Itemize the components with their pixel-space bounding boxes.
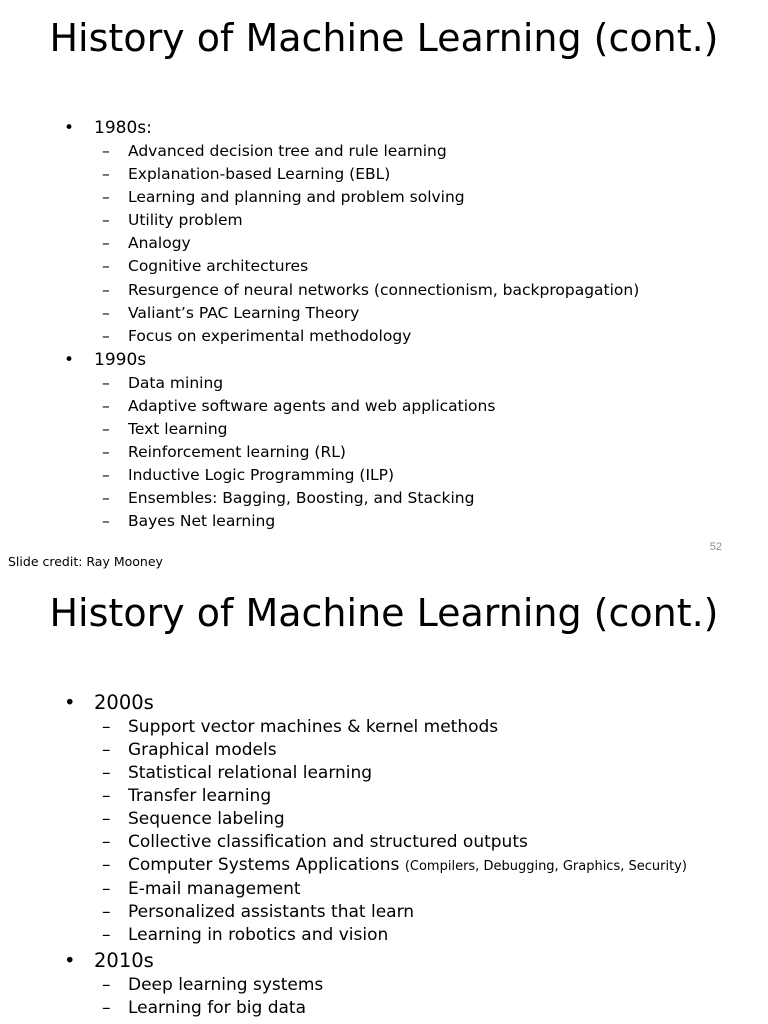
- dash-icon: –: [102, 165, 110, 184]
- list-item: [64, 974, 748, 997]
- dash-icon: –: [102, 902, 111, 922]
- bullet-icon: •: [64, 691, 76, 714]
- bullet-icon: •: [64, 349, 75, 370]
- dash-icon: –: [102, 832, 111, 852]
- list-item: [64, 854, 748, 878]
- list-item-text: Deep learning systems: [128, 975, 324, 995]
- list-item: [64, 186, 748, 209]
- list-item-text: Graphical models: [128, 740, 277, 760]
- topic-list: [64, 689, 748, 1020]
- dash-icon: –: [102, 211, 110, 230]
- list-item: [64, 901, 748, 924]
- sub-item-list: [94, 974, 748, 1020]
- list-item-text: Explanation-based Learning (EBL): [128, 165, 391, 184]
- list-item: [64, 255, 748, 278]
- topic-label: 1980s:: [94, 118, 152, 138]
- dash-icon: –: [102, 396, 110, 415]
- list-item-text: Inductive Logic Programming (ILP): [128, 466, 395, 485]
- list-item-text: Cognitive architectures: [128, 257, 309, 276]
- list-item-text: Support vector machines & kernel methods: [128, 717, 499, 737]
- dash-icon: –: [102, 142, 110, 160]
- list-item-text: Personalized assistants that learn: [128, 902, 415, 922]
- list-item: [64, 487, 748, 510]
- list-item-text: Bayes Net learning: [128, 512, 276, 531]
- dash-icon: –: [102, 466, 110, 485]
- list-item: [64, 140, 748, 163]
- list-item-text: Analogy: [128, 234, 191, 253]
- slide-content: [64, 689, 748, 1020]
- list-item-text: Ensembles: Bagging, Boosting, and Stacking: [128, 489, 475, 508]
- dash-icon: –: [102, 809, 111, 829]
- slide-title: History of Machine Learning (cont.): [49, 591, 719, 635]
- list-item-text: Resurgence of neural networks (connectionism, backpropagation): [128, 280, 640, 299]
- dash-icon: –: [102, 234, 110, 253]
- topic-label: 2000s: [94, 691, 154, 714]
- list-item: [64, 163, 748, 186]
- list-item-text: Reinforcement learning (RL): [128, 443, 346, 462]
- topic-label: 1990s: [94, 349, 147, 370]
- topic: [64, 348, 748, 534]
- list-item: [64, 395, 748, 418]
- list-item: [64, 878, 748, 901]
- list-item-text: Text learning: [128, 420, 228, 439]
- topic-list: [64, 116, 748, 534]
- dash-icon: –: [102, 257, 110, 276]
- sub-item-list: [94, 140, 748, 348]
- dash-icon: –: [102, 925, 111, 945]
- list-item: [64, 441, 748, 464]
- list-item-text: Learning for big data: [128, 998, 306, 1018]
- dash-icon: –: [102, 855, 111, 875]
- dash-icon: –: [102, 326, 110, 345]
- topic-label: 2010s: [94, 949, 154, 972]
- list-item: [64, 762, 748, 785]
- slide-credit: Slide credit: Ray Mooney: [8, 554, 163, 569]
- sub-item-list: [94, 372, 748, 534]
- slide-number: 52: [709, 541, 722, 553]
- dash-icon: –: [102, 879, 111, 899]
- list-item-text: E-mail management: [128, 879, 301, 899]
- list-item: [64, 924, 748, 947]
- dash-icon: –: [102, 998, 111, 1018]
- list-item-text: Focus on experimental methodology: [128, 326, 412, 345]
- list-item: [64, 325, 748, 348]
- list-item: [64, 209, 748, 232]
- bullet-icon: •: [64, 949, 76, 972]
- dash-icon: –: [102, 443, 110, 462]
- list-item-text: Valiant’s PAC Learning Theory: [128, 303, 360, 322]
- list-item-text: Collective classification and structured outputs: [128, 832, 528, 852]
- slide-53: [0, 576, 768, 1024]
- list-item-note: (Compilers, Debugging, Graphics, Security): [404, 859, 687, 874]
- list-item: [64, 418, 748, 441]
- list-item-text: Adaptive software agents and web applications: [128, 396, 496, 415]
- bullet-icon: •: [64, 118, 75, 138]
- dash-icon: –: [102, 303, 110, 322]
- list-item-text: Learning in robotics and vision: [128, 925, 389, 945]
- slide-title: History of Machine Learning (cont.): [49, 16, 719, 60]
- list-item: [64, 785, 748, 808]
- dash-icon: –: [102, 280, 110, 299]
- list-item: [64, 808, 748, 831]
- list-item: [64, 831, 748, 854]
- sub-item-list: [94, 716, 748, 947]
- list-item-text: Sequence labeling: [128, 809, 285, 829]
- dash-icon: –: [102, 188, 110, 207]
- list-item: [64, 464, 748, 487]
- dash-icon: –: [102, 763, 111, 783]
- list-item-text: Transfer learning: [128, 786, 272, 806]
- list-item: [64, 997, 748, 1020]
- dash-icon: –: [102, 786, 111, 806]
- dash-icon: –: [102, 740, 111, 760]
- list-item: [64, 302, 748, 325]
- list-item-text: Advanced decision tree and rule learning: [128, 142, 447, 160]
- list-item-text: Computer Systems Applications: [128, 855, 405, 875]
- topic: [64, 116, 748, 348]
- list-item-text: Learning and planning and problem solving: [128, 188, 465, 207]
- list-item: [64, 739, 748, 762]
- dash-icon: –: [102, 975, 111, 995]
- dash-icon: –: [102, 489, 110, 508]
- list-item: [64, 372, 748, 395]
- topic: [64, 947, 748, 1020]
- dash-icon: –: [102, 373, 110, 392]
- dash-icon: –: [102, 717, 111, 737]
- list-item: [64, 510, 748, 533]
- list-item: [64, 232, 748, 255]
- list-item-text: Data mining: [128, 373, 224, 392]
- list-item: [64, 716, 748, 739]
- list-item-text: Utility problem: [128, 211, 243, 230]
- dash-icon: –: [102, 420, 110, 439]
- slide-content: [64, 116, 748, 534]
- dash-icon: –: [102, 512, 110, 531]
- list-item-text: Statistical relational learning: [128, 763, 373, 783]
- list-item: [64, 279, 748, 302]
- topic: [64, 689, 748, 947]
